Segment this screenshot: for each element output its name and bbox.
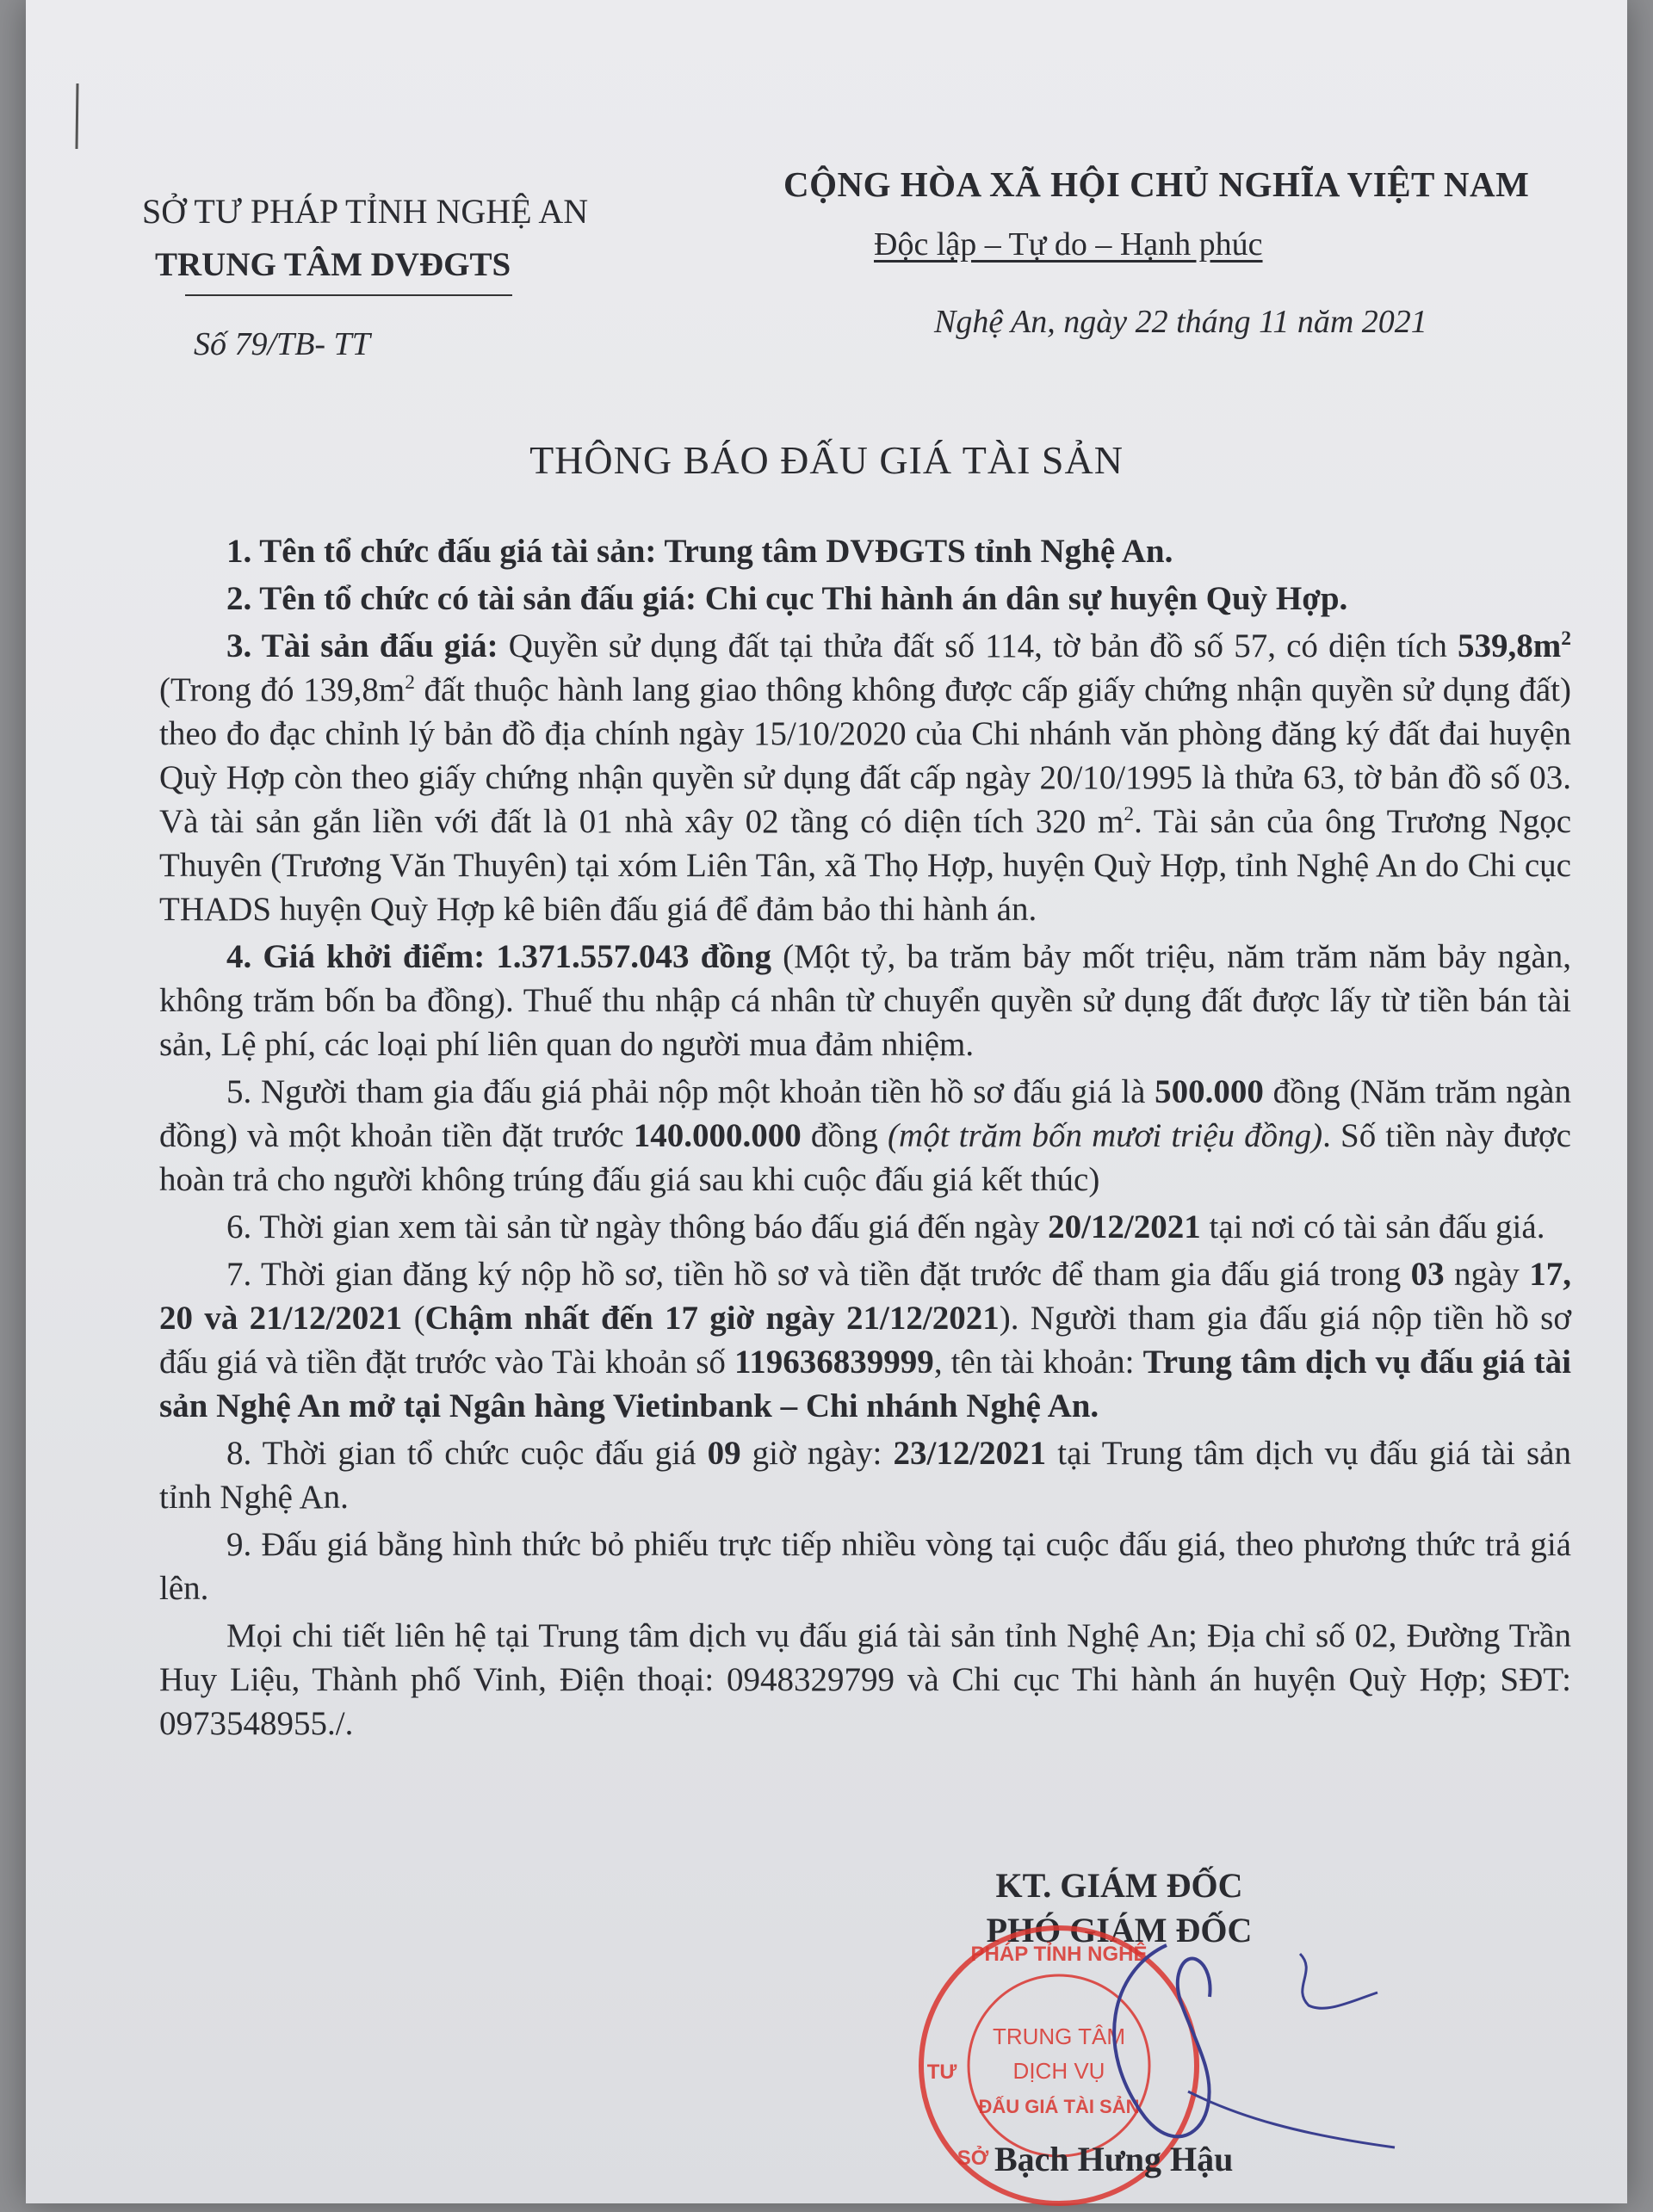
national-motto: Độc lập – Tự do – Hạnh phúc (874, 226, 1263, 263)
item-8-text-b: giờ ngày: (740, 1435, 894, 1472)
item-6-text-b: tại nơi có tài sản đấu giá. (1200, 1208, 1545, 1245)
issuing-department: SỞ TƯ PHÁP TỈNH NGHỆ AN (142, 192, 589, 231)
item-5-text-b: đồng (Năm trăm ngàn đồng) và một khoản tiền đặt trước (159, 1073, 1571, 1154)
item-4-label: 4. Giá khởi điểm: 1.371.557.043 đồng (226, 938, 772, 975)
stamp-line-2: DỊCH VỤ (1012, 2058, 1105, 2084)
item-6-text-a: 6. Thời gian xem tài sản từ ngày thông báo đấu giá đến ngày (226, 1208, 1049, 1245)
item-5 (159, 1070, 1571, 1202)
item-9: 9. Đấu giá bằng hình thức bỏ phiếu trực tiếp nhiều vòng tại cuộc đấu giá, theo phương thức trả giá lên. (159, 1526, 1571, 1607)
notice-body (159, 529, 1571, 1749)
item-5-text-c: đồng (801, 1117, 888, 1154)
item-3-text-c: đất thuộc hành lang giao thông không được cấp giấy chứng nhận quyền sử dụng đất) theo đo đạc chỉnh lý bản đồ địa chính ngày 15/10/2020 của Chi nhánh văn phòng đăng ký đất đai huyện Quỳ Hợp còn theo giấy chứng nhận quyền sử dụng đất cấp ngày 20/10/1995 là thửa 63, tờ bản đồ số 03. Và tài sản gắn liền với đất là 01 nhà xây 02 tầng có diện tích 320 m (159, 671, 1571, 840)
item-7-text-b: ngày (1444, 1256, 1530, 1293)
issuing-center: TRUNG TÂM DVĐGTS (155, 246, 511, 283)
national-title: CỘNG HÒA XÃ HỘI CHỦ NGHĨA VIỆT NAM (783, 164, 1530, 204)
item-1 (159, 529, 1571, 573)
signer-name: Bạch Hưng Hậu (994, 2140, 1234, 2178)
item-6 (159, 1205, 1571, 1249)
item-2-label: 2. Tên tổ chức có tài sản đấu giá: (226, 580, 696, 617)
item-5-text-a: 5. Người tham gia đấu giá phải nộp một khoản tiền hồ sơ đấu giá là (226, 1073, 1155, 1110)
item-8-time: 09 (707, 1435, 741, 1472)
item-3-area: 539,8m (1458, 627, 1562, 664)
stamp-line-3: ĐẤU GIÁ TÀI SẢN (978, 2096, 1140, 2117)
item-4 (159, 935, 1571, 1066)
contact-info: Mọi chi tiết liên hệ tại Trung tâm dịch vụ đấu giá tài sản tỉnh Nghệ An; Địa chỉ số 02, Đường Trần Huy Liệu, Thành phố Vinh, Điện thoại: 0948329799 và Chi cục Thi hành án huyện Quỳ Hợp; SĐT: 0973548955./. (159, 1617, 1571, 1742)
item-7-text-d: ). Người tham gia đấu giá nộp tiền hồ sơ đấu giá và tiền đặt trước vào Tài khoản số (159, 1300, 1571, 1381)
item-1-label: 1. Tên tổ chức đấu giá tài sản: (226, 533, 657, 570)
item-3-text-b: (Trong đó 139,8m (159, 671, 406, 708)
item-8 (159, 1431, 1571, 1519)
item-7-account-number: 119636839999 (734, 1344, 934, 1381)
stamp-ring-top: PHÁP TỈNH NGHỆ (970, 1943, 1148, 1966)
item-3-sup-3: 2 (1124, 803, 1135, 825)
item-3-sup-2: 2 (405, 671, 415, 694)
header-divider (185, 294, 512, 296)
item-7-deadline: Chậm nhất đến 17 giờ ngày 21/12/2021 (424, 1300, 1000, 1337)
item-8-text-a: 8. Thời gian tổ chức cuộc đấu giá (226, 1435, 708, 1472)
item-7-account-name: Trung tâm dịch vụ đấu giá tài sản Nghệ An mở tại Ngân hàng Vietinbank – Chi nhánh Nghệ An. (159, 1344, 1571, 1424)
item-7-text-c: ( (402, 1300, 425, 1337)
item-3 (159, 624, 1571, 931)
item-3-text-d: . Tài sản của ông Trương Ngọc Thuyên (Trương Văn Thuyên) tại xóm Liên Tân, xã Thọ Hợp, huyện Quỳ Hợp, tỉnh Nghệ An do Chi cục THADS huyện Quỳ Hợp kê biên đấu giá để đảm bảo thi hành án. (159, 803, 1572, 928)
item-8-text-c: tại Trung tâm dịch vụ đấu giá tài sản tỉnh Nghệ An. (159, 1435, 1571, 1516)
item-5-text-d: . Số tiền này được hoàn trả cho người không trúng đấu giá sau khi cuộc đấu giá kết thúc) (159, 1117, 1571, 1198)
item-3-text-a: Quyền sử dụng đất tại thửa đất số 114, tờ bản đồ số 57, có diện tích (498, 627, 1458, 664)
item-3-label: 3. Tài sản đấu giá: (226, 627, 498, 664)
signature-title-1: KT. GIÁM ĐỐC (995, 1866, 1243, 1905)
item-3-sup-1: 2 (1561, 627, 1571, 650)
item-7-days: 03 (1410, 1256, 1445, 1293)
item-7-text-e: , tên tài khoản: (933, 1344, 1143, 1381)
item-2-text: Chi cục Thi hành án dân sự huyện Quỳ Hợp. (696, 580, 1348, 617)
item-6-date: 20/12/2021 (1048, 1208, 1201, 1245)
item-1-text: Trung tâm DVĐGTS tỉnh Nghệ An. (656, 533, 1173, 570)
place-and-date: Nghệ An, ngày 22 tháng 11 năm 2021 (934, 304, 1427, 340)
item-4-text: (Một tỷ, ba trăm bảy mốt triệu, năm trăm năm bảy ngàn, không trăm bốn ba đồng). Thuế thu nhập cá nhân từ chuyển quyền sử dụng đất được lấy từ tiền bán tài sản, Lệ phí, các loại phí liên quan do người mua đảm nhiệm. (159, 938, 1572, 1063)
item-5-deposit-words: (một trăm bốn mươi triệu đồng) (888, 1117, 1323, 1154)
item-7-text-a: 7. Thời gian đăng ký nộp hồ sơ, tiền hồ sơ và tiền đặt trước để tham gia đấu giá trong (226, 1256, 1411, 1293)
signature-title-2: PHÓ GIÁM ĐỐC (986, 1911, 1253, 1949)
item-5-fee: 500.000 (1155, 1073, 1264, 1110)
item-5-deposit: 140.000.000 (633, 1117, 802, 1154)
stamp-ring-left: TƯ (926, 2061, 957, 2084)
item-2 (159, 577, 1571, 621)
item-7 (159, 1252, 1571, 1428)
stamp-line-1: TRUNG TÂM (992, 2024, 1126, 2049)
margin-pen-mark (73, 82, 82, 151)
item-7-dates: 17, 20 và 21/12/2021 (159, 1256, 1571, 1337)
document-page (26, 0, 1627, 2203)
document-number: Số 79/TB- TT (194, 326, 370, 362)
stamp-ring-bottom: SỞ (957, 2147, 989, 2170)
item-8-date: 23/12/2021 (893, 1435, 1047, 1472)
document-title: THÔNG BÁO ĐẤU GIÁ TÀI SẢN (529, 438, 1124, 482)
